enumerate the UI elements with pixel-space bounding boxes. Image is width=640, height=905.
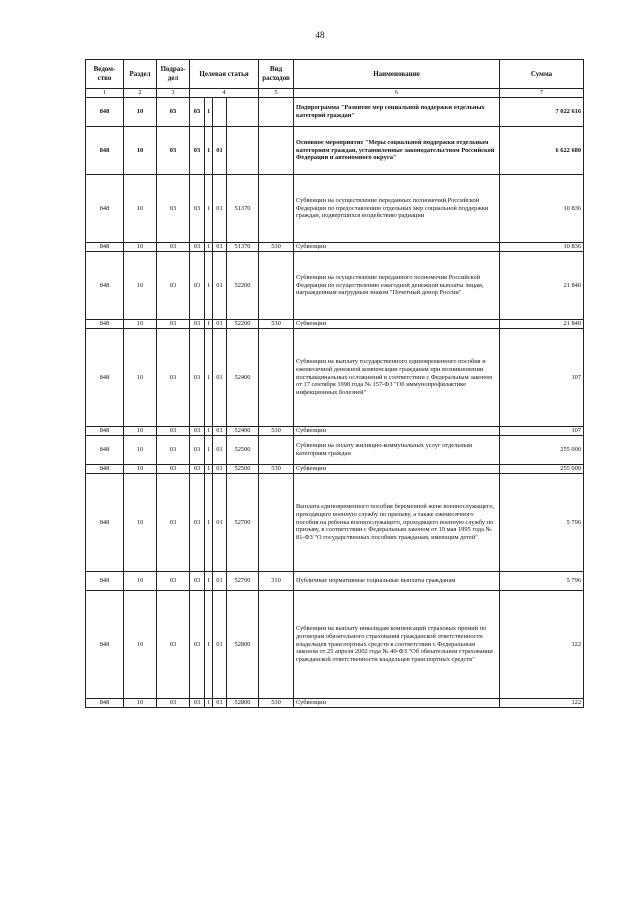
cell-celevaya-1: 03 <box>190 252 205 320</box>
cell-celevaya-2: 1 <box>205 252 213 320</box>
cell-summa: 7 022 616 <box>500 98 584 127</box>
table-row <box>86 436 584 465</box>
cell-vid-rashodov <box>259 474 294 572</box>
cell-celevaya-4 <box>227 98 259 127</box>
cell-vedomstvo: 848 <box>86 243 124 252</box>
page-number: 48 <box>315 30 325 40</box>
cell-celevaya-2: 1 <box>205 175 213 243</box>
cell-celevaya-1: 03 <box>190 175 205 243</box>
cell-vid-rashodov <box>259 98 294 127</box>
cell-celevaya-2: 1 <box>205 329 213 427</box>
cell-naimenovanie: Субвенции <box>294 465 500 474</box>
table-row <box>86 98 584 127</box>
col-num: 2 <box>124 89 157 98</box>
cell-celevaya-3 <box>213 98 227 127</box>
cell-podrazdel: 03 <box>157 175 190 243</box>
col-num: 7 <box>500 89 584 98</box>
cell-celevaya-3: 01 <box>213 175 227 243</box>
cell-summa: 107 <box>500 427 584 436</box>
header-naimenovanie: Наименование <box>294 60 500 89</box>
cell-razdel: 10 <box>124 474 157 572</box>
table-row <box>86 320 584 329</box>
cell-vid-rashodov: 310 <box>259 572 294 591</box>
cell-celevaya-1: 03 <box>190 98 205 127</box>
cell-celevaya-1: 03 <box>190 320 205 329</box>
col-num: 1 <box>86 89 124 98</box>
cell-celevaya-4: 51370 <box>227 175 259 243</box>
cell-celevaya-3: 01 <box>213 572 227 591</box>
cell-celevaya-1: 03 <box>190 591 205 699</box>
cell-vedomstvo: 848 <box>86 591 124 699</box>
cell-naimenovanie: Субвенции на выплату государственного единовременного пособия и ежемесячной денежной компенсации гражданам при возникновении поствакцинальных осложнений в соответствии с Федеральным законом от 17 сентября 1998 года № 157-ФЗ "Об иммунопрофилактике инфекционных болезней" <box>294 329 500 427</box>
cell-vid-rashodov: 530 <box>259 427 294 436</box>
cell-celevaya-4: 52700 <box>227 572 259 591</box>
cell-vedomstvo: 848 <box>86 175 124 243</box>
cell-celevaya-4: 52800 <box>227 699 259 708</box>
cell-vid-rashodov <box>259 329 294 427</box>
table-row <box>86 474 584 572</box>
cell-vedomstvo: 848 <box>86 329 124 427</box>
cell-naimenovanie: Субвенции <box>294 427 500 436</box>
cell-celevaya-3: 01 <box>213 465 227 474</box>
cell-celevaya-1: 03 <box>190 465 205 474</box>
cell-razdel: 10 <box>124 427 157 436</box>
cell-naimenovanie: Субвенции на осуществление переданного полномочия Российской Федерации по осуществлению ежегодной денежной выплаты лицам, награжденным нагрудным знаком "Почетный донор России" <box>294 252 500 320</box>
cell-celevaya-2: 1 <box>205 98 213 127</box>
cell-summa: 5 796 <box>500 474 584 572</box>
cell-razdel: 10 <box>124 252 157 320</box>
cell-celevaya-1: 03 <box>190 243 205 252</box>
cell-podrazdel: 03 <box>157 699 190 708</box>
cell-summa: 122 <box>500 699 584 708</box>
cell-razdel: 10 <box>124 591 157 699</box>
cell-vedomstvo: 848 <box>86 572 124 591</box>
table-row <box>86 175 584 243</box>
cell-celevaya-2: 1 <box>205 572 213 591</box>
cell-summa: 122 <box>500 591 584 699</box>
cell-celevaya-3: 01 <box>213 436 227 465</box>
cell-celevaya-4: 52500 <box>227 465 259 474</box>
cell-vedomstvo: 848 <box>86 320 124 329</box>
table-row <box>86 243 584 252</box>
cell-naimenovanie: Субвенции <box>294 320 500 329</box>
cell-summa: 255 000 <box>500 436 584 465</box>
cell-naimenovanie: Публичные нормативные социальные выплаты гражданам <box>294 572 500 591</box>
cell-vid-rashodov: 530 <box>259 320 294 329</box>
header-row <box>86 60 584 89</box>
cell-vedomstvo: 848 <box>86 436 124 465</box>
cell-celevaya-3: 01 <box>213 320 227 329</box>
cell-podrazdel: 03 <box>157 320 190 329</box>
column-number-row <box>86 89 584 98</box>
cell-vid-rashodov <box>259 175 294 243</box>
cell-vid-rashodov <box>259 127 294 175</box>
cell-podrazdel: 03 <box>157 436 190 465</box>
cell-naimenovanie: Субвенции на осуществление переданных полномочий Российской Федерации по предоставлению отдельных мер социальной поддержки граждан, подвергшихся воздействию радиации <box>294 175 500 243</box>
cell-celevaya-2: 1 <box>205 591 213 699</box>
cell-razdel: 10 <box>124 329 157 427</box>
header-vedomstvo: Ведом-ство <box>86 60 124 89</box>
cell-celevaya-3: 01 <box>213 427 227 436</box>
cell-summa: 6 622 680 <box>500 127 584 175</box>
cell-celevaya-4: 52200 <box>227 252 259 320</box>
table-row <box>86 572 584 591</box>
cell-summa: 5 796 <box>500 572 584 591</box>
cell-vid-rashodov: 530 <box>259 243 294 252</box>
table-row <box>86 699 584 708</box>
cell-podrazdel: 03 <box>157 465 190 474</box>
cell-razdel: 10 <box>124 465 157 474</box>
cell-naimenovanie: Выплата единовременного пособия беременной жене военнослужащего, проходящего военную службу по призыву, а также ежемесячного пособия на ребенка военнослужащего, проходящего военную службу по призыву, в соответствии с Федеральным законом от 19 мая 1995 года № 81-ФЗ "О государственных пособиях гражданам, имеющим детей" <box>294 474 500 572</box>
cell-podrazdel: 03 <box>157 474 190 572</box>
cell-podrazdel: 03 <box>157 252 190 320</box>
cell-podrazdel: 03 <box>157 572 190 591</box>
cell-vedomstvo: 848 <box>86 127 124 175</box>
table-row <box>86 465 584 474</box>
cell-celevaya-4: 52500 <box>227 436 259 465</box>
cell-celevaya-2: 1 <box>205 243 213 252</box>
cell-celevaya-4: 52400 <box>227 329 259 427</box>
cell-celevaya-4 <box>227 127 259 175</box>
cell-summa: 255 000 <box>500 465 584 474</box>
cell-vedomstvo: 848 <box>86 98 124 127</box>
header-summa: Сумма <box>500 60 584 89</box>
cell-podrazdel: 03 <box>157 329 190 427</box>
cell-celevaya-3: 01 <box>213 474 227 572</box>
col-num: 5 <box>259 89 294 98</box>
cell-celevaya-3: 01 <box>213 329 227 427</box>
table-row <box>86 329 584 427</box>
cell-celevaya-4: 51370 <box>227 243 259 252</box>
cell-summa: 21 840 <box>500 320 584 329</box>
cell-podrazdel: 03 <box>157 427 190 436</box>
cell-celevaya-3: 01 <box>213 127 227 175</box>
table-row <box>86 427 584 436</box>
table-body <box>86 60 584 708</box>
budget-table <box>85 59 584 708</box>
cell-celevaya-1: 03 <box>190 474 205 572</box>
cell-summa: 21 840 <box>500 252 584 320</box>
header-vid-rashodov: Вид расходов <box>259 60 294 89</box>
cell-celevaya-2: 1 <box>205 427 213 436</box>
cell-celevaya-4: 52700 <box>227 474 259 572</box>
cell-celevaya-2: 1 <box>205 127 213 175</box>
cell-razdel: 10 <box>124 243 157 252</box>
cell-naimenovanie: Субвенции <box>294 243 500 252</box>
cell-vedomstvo: 848 <box>86 427 124 436</box>
cell-razdel: 10 <box>124 320 157 329</box>
cell-vedomstvo: 848 <box>86 699 124 708</box>
cell-celevaya-4: 52200 <box>227 320 259 329</box>
cell-celevaya-3: 01 <box>213 243 227 252</box>
cell-vid-rashodov <box>259 252 294 320</box>
cell-celevaya-1: 03 <box>190 329 205 427</box>
col-num: 6 <box>294 89 500 98</box>
col-num: 3 <box>157 89 190 98</box>
header-celevaya-statya: Целевая статья <box>190 60 259 89</box>
table-row <box>86 252 584 320</box>
cell-celevaya-4: 52400 <box>227 427 259 436</box>
table-row <box>86 591 584 699</box>
cell-podrazdel: 03 <box>157 98 190 127</box>
header-razdel: Раздел <box>124 60 157 89</box>
cell-podrazdel: 03 <box>157 127 190 175</box>
cell-celevaya-1: 03 <box>190 572 205 591</box>
cell-celevaya-3: 01 <box>213 252 227 320</box>
cell-vedomstvo: 848 <box>86 465 124 474</box>
cell-celevaya-3: 01 <box>213 699 227 708</box>
cell-summa: 107 <box>500 329 584 427</box>
cell-celevaya-1: 03 <box>190 427 205 436</box>
cell-celevaya-4: 52800 <box>227 591 259 699</box>
cell-celevaya-2: 1 <box>205 436 213 465</box>
cell-celevaya-1: 03 <box>190 436 205 465</box>
cell-naimenovanie: Основное мероприятие "Меры социальной поддержки отдельным категориям граждан, установленные законодательством Российской Федерации и автономного округа" <box>294 127 500 175</box>
cell-razdel: 10 <box>124 98 157 127</box>
cell-celevaya-2: 1 <box>205 474 213 572</box>
cell-summa: 10 836 <box>500 243 584 252</box>
cell-vid-rashodov <box>259 591 294 699</box>
cell-celevaya-2: 1 <box>205 465 213 474</box>
cell-naimenovanie: Субвенции <box>294 699 500 708</box>
cell-naimenovanie: Субвенции на выплату инвалидам компенсаций страховых премий по договорам обязательного страхования гражданской ответственности владельцев транспортных средств в соответствии с Федеральным законом от 25 апреля 2002 года № 40-ФЗ "Об обязательном страховании гражданской ответственности владельцев транспортных средств" <box>294 591 500 699</box>
cell-naimenovanie: Подпрограмма "Развитие мер социальной поддержки отдельных категорий граждан" <box>294 98 500 127</box>
cell-podrazdel: 03 <box>157 591 190 699</box>
cell-summa: 10 836 <box>500 175 584 243</box>
cell-naimenovanie: Субвенции на оплату жилищно-коммунальных услуг отдельным категориям граждан <box>294 436 500 465</box>
cell-celevaya-1: 03 <box>190 699 205 708</box>
cell-celevaya-2: 1 <box>205 699 213 708</box>
cell-podrazdel: 03 <box>157 243 190 252</box>
cell-celevaya-1: 03 <box>190 127 205 175</box>
table-row <box>86 127 584 175</box>
cell-razdel: 10 <box>124 699 157 708</box>
cell-celevaya-2: 1 <box>205 320 213 329</box>
cell-vid-rashodov <box>259 436 294 465</box>
cell-razdel: 10 <box>124 175 157 243</box>
col-num: 4 <box>190 89 259 98</box>
cell-razdel: 10 <box>124 127 157 175</box>
cell-vid-rashodov: 530 <box>259 699 294 708</box>
cell-vid-rashodov: 530 <box>259 465 294 474</box>
cell-celevaya-3: 01 <box>213 591 227 699</box>
header-podrazdel: Подраз-дел <box>157 60 190 89</box>
cell-razdel: 10 <box>124 572 157 591</box>
cell-vedomstvo: 848 <box>86 252 124 320</box>
cell-razdel: 10 <box>124 436 157 465</box>
cell-vedomstvo: 848 <box>86 474 124 572</box>
